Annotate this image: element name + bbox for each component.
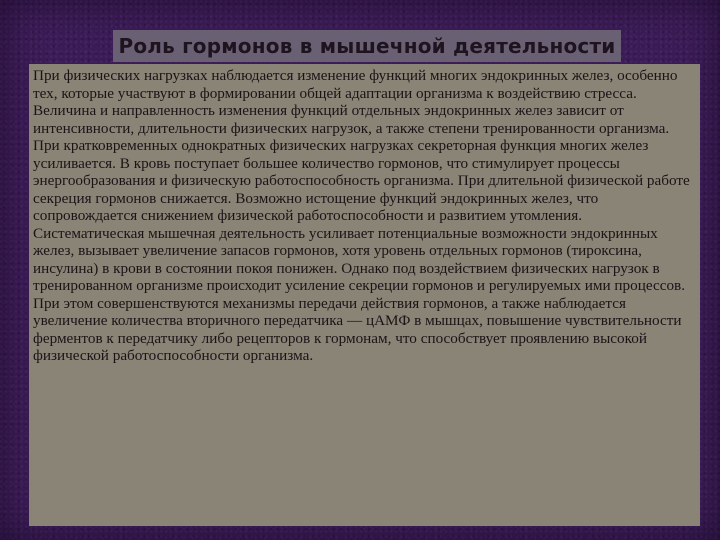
body-text (33, 67, 699, 365)
text-panel (29, 64, 700, 526)
paragraph-2: Величина и направленность изменения функций отдельных эндокринных желез зависит от интенсивности, длительности физических нагрузок, а также степени тренированности организма. При кратковременных однократных физических нагрузках секреторная функция многих желез усиливается. В кровь поступает большее количество гормонов, что стимулирует процессы энергообразования и физическую работоспособность организма. При длительной физической работе секреция гормонов снижается. Возможно истощение функций эндокринных желез, что сопровождается снижением физической работоспособности и развитием утомления. (33, 102, 690, 224)
slide-title (0, 30, 720, 62)
slide-title-text: Роль гормонов в мышечной деятельности (113, 30, 622, 62)
paragraph-3: Систематическая мышечная деятельность усиливает потенциальные возможности эндокринных желез, вызывает увеличение запасов гормонов, хотя уровень отдельных гормонов (тироксина, инсулина) в крови в состоянии покоя понижен. Однако под воздействием физических нагрузок в тренированном организме происходит усиление секреции гормонов и регулируемых ими процессов. При этом совершенствуются механизмы передачи действия гормонов, а также наблюдается увеличение количества вторичного передатчика — цАМФ в мышцах, повышение чувствительности ферментов к передатчику либо рецепторов к гормонам, что способствует проявлению высокой физической работоспособности организма. (33, 224, 686, 364)
paragraph-1: При физических нагрузках наблюдается изменение функций многих эндокринных желез, особенно тех, которые участвуют в формировании общей адаптации организма к воздействию стресса. (33, 67, 678, 102)
